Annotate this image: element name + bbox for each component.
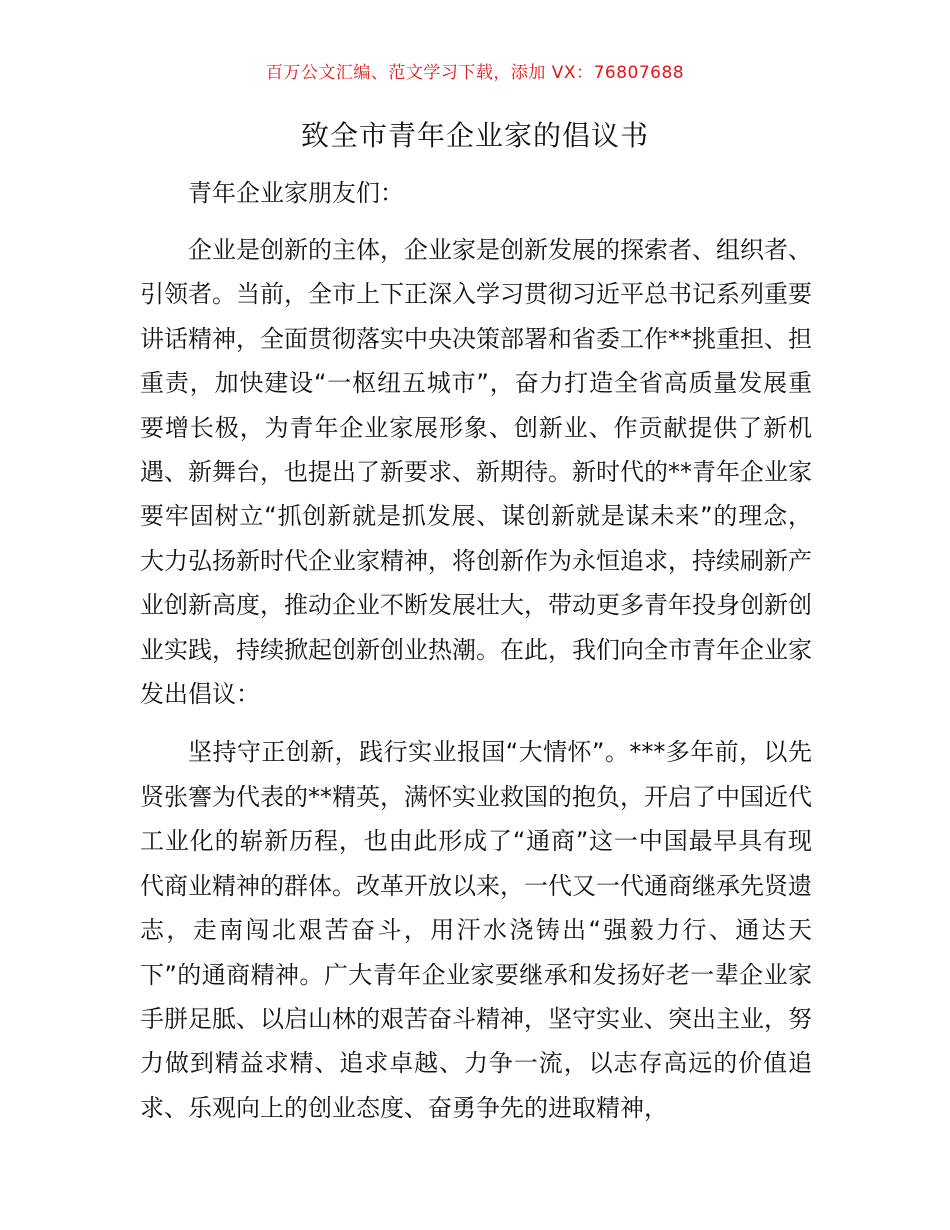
salutation: 青年企业家朋友们： xyxy=(188,179,404,207)
paragraph-intro: 企业是创新的主体，企业家是创新发展的探索者、组织者、引领者。当前，全市上下正深入学习贯彻习近平总书记系列重要讲话精神，全面贯彻落实中央决策部署和省委工作**挑重担、担重责，加快建设“一枢纽五城市”，奋力打造全省高质量发展重要增长极，为青年企业家展形象、创新业、作贡献提供了新机遇、新舞台，也提出了新要求、新期待。新时代的**青年企业家要牢固树立“抓创新就是抓发展、谋创新就是谋未来”的理念，大力弘扬新时代企业家精神，将创新作为永恒追求，持续刷新产业创新高度，推动企业不断发展壮大，带动更多青年投身创新创业实践，持续掀起创新创业热潮。在此，我们向全市青年企业家发出倡议： xyxy=(140,236,812,709)
document-body xyxy=(140,172,812,1144)
paragraph-initiative-1: 坚持守正创新，践行实业报国“大情怀”。***多年前，以先贤张謇为代表的**精英，满怀实业救国的抱负，开启了中国近代工业化的崭新历程，也由此形成了“通商”这一中国最早具有现代商业精神的群体。改革开放以来，一代又一代通商继承先贤遗志，走南闯北艰苦奋斗，用汗水浇铸出“强毅力行、通达天下”的通商精神。广大青年企业家要继承和发扬好老一辈企业家手胼足胝、以启山林的艰苦奋斗精神，坚守实业、突出主业，努力做到精益求精、追求卓越、力争一流，以志存高远的价值追求、乐观向上的创业态度、奋勇争先的进取精神， xyxy=(140,738,812,1122)
watermark-banner: 百万公文汇编、范文学习下载，添加 VX：76807688 xyxy=(265,63,685,83)
document-title: 致全市青年企业家的倡议书 xyxy=(300,119,649,152)
